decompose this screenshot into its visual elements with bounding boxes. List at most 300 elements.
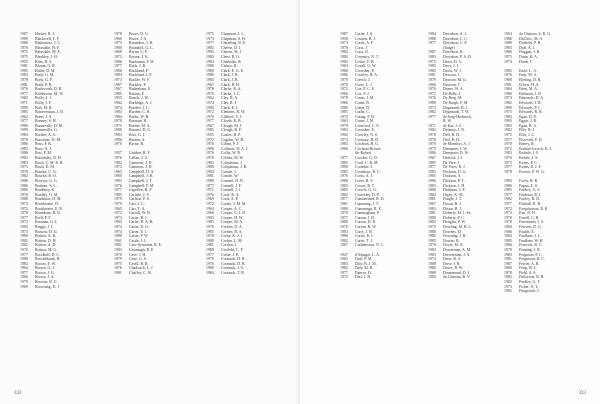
entry-name: Cavanagh, R. E. [129, 247, 155, 252]
entry-name: Brockbill, D. C. [35, 252, 60, 257]
entry-year: 1982 [20, 96, 28, 101]
entry-name: Delaney, J. N. [443, 128, 465, 133]
entry-name: Carter, E. J. [129, 229, 148, 234]
entry-name: Crowley, N. S. [355, 133, 378, 138]
entry-name: Clifford, V. J. [221, 114, 243, 119]
entry-name: Connell, J. J. [221, 188, 242, 193]
entry-name: Dedrick, J. J. [443, 156, 464, 161]
entry-name: Faulkner, W. H. [519, 238, 544, 243]
entry-year: 1976 [206, 87, 214, 92]
entry-year: 1980 [206, 105, 214, 110]
entry-year: 1979 [428, 77, 436, 82]
entry-name: Bolt, M. R. [35, 105, 53, 110]
entry-year: 1980 [114, 45, 122, 50]
entry-name: Britton, M. G. [35, 247, 58, 252]
entry-name: Cotts, D. [355, 50, 369, 55]
entry-year: 1977 [504, 192, 512, 197]
entry-name: Bonneville, D. M. [35, 123, 64, 128]
entry-name: Clay, R. J. [221, 100, 238, 105]
entry-year: 1974 [504, 96, 512, 101]
entry-name: Drewerman, J. A. [443, 252, 471, 257]
entry-year: 1983 [340, 142, 348, 147]
entry-year: 1981 [206, 174, 214, 179]
entry-year: 1977 [20, 270, 28, 275]
entry-name: Hacker, R. J. [35, 32, 56, 36]
entry-name: Buchanan, F. W. [129, 59, 155, 64]
entry-name: Cooper, C. J. D. [221, 211, 247, 216]
entry-name: Clemens, R. W. [221, 110, 246, 115]
entry-name: Cave, G. S. [129, 257, 147, 262]
entry-name: Dempster, D. W. [443, 151, 469, 156]
entry-year: 1974 [206, 100, 214, 105]
entry-name: Crichton-Brown, [355, 146, 382, 151]
entry-name: Clark, J. R. [221, 77, 239, 82]
entry-year: 1985 [504, 238, 512, 243]
entry-name: Cronshaw, R. C. [355, 169, 381, 174]
entry-year: 1980 [428, 229, 436, 234]
entry-year: 1986 [504, 229, 512, 234]
entry-year: 1976 [340, 45, 348, 50]
entry-name: Farquharson, R. R. [519, 206, 549, 211]
entry-year: 1961 [114, 238, 122, 243]
entry-year: 1982 [504, 128, 512, 133]
entry-year: 1984 [504, 224, 512, 229]
entry-name: Carr, T. A. [129, 206, 146, 211]
entry-year: 1970 [340, 77, 348, 82]
entry-name: Carter, D. A. R. [129, 220, 154, 225]
entry-name: Britton, D. H. [35, 238, 57, 243]
entry-name: Cooper, H. W. [221, 215, 244, 220]
entry-name: Callan, J. A. [129, 156, 149, 161]
entry-name: Cordon, J. [221, 243, 238, 248]
entry-year: 1976 [20, 45, 28, 50]
entry-name: Edmonds, D. A. [519, 96, 544, 101]
entry-year: 1975 [504, 110, 512, 115]
entry-year: 1976 [20, 87, 28, 92]
entry-name: Cooper, M. A. [221, 220, 244, 225]
entry-name: Dickson, A. [443, 174, 462, 179]
entry-year: 1985 [340, 188, 348, 193]
entry-name: Booker, A. G. [35, 133, 57, 138]
entry-name: Crean, J. M. [355, 96, 375, 101]
entry-name: Dickson, P. T. [443, 179, 465, 183]
entry-name: Cumberland, B. D. [355, 197, 385, 202]
entry-year: 1984 [340, 64, 348, 69]
entry-name: Braithwaite, E. B. [35, 206, 63, 211]
entry-name: Degenardt, T. W. [443, 110, 470, 115]
entry-year: 1973 [114, 215, 122, 220]
entry-name: Dixon, B. J. [443, 201, 462, 206]
entry-name: Buiton, E. [129, 91, 145, 96]
entry-year: 1984 [428, 32, 436, 36]
entry-name: Boldersom, M. W. [35, 91, 64, 96]
entry-year: 1987 [20, 32, 28, 36]
entry-year: 1980 [504, 77, 512, 82]
entry-year: 1972 [504, 146, 512, 151]
entry-year: 1985 [114, 91, 122, 96]
entry-name: Campbell, P. M. [129, 183, 155, 188]
entry-year: 1976 [206, 192, 214, 197]
entry-year: 1970 [428, 142, 436, 147]
entry-name: Bradley, O. M. [35, 192, 59, 197]
entry-year: 1980 [340, 105, 348, 110]
entry-year: 1970 [114, 142, 122, 147]
entry-year: 1960 [340, 91, 348, 96]
entry-name: Braithwaite, D. [35, 201, 59, 206]
entry-year: 1986 [504, 91, 512, 96]
entry-year: 1983 [504, 45, 512, 50]
entry-name: Davis, D. G. [443, 59, 463, 64]
entry-year: 1962 [114, 100, 122, 105]
entry-year: 1977 [504, 165, 512, 170]
entry-year: 1976 [20, 192, 28, 197]
entry-name: Ellis, R. J. [519, 128, 536, 133]
entry-name: Chapman, S. H. [221, 36, 246, 41]
entry-name: Davy, J. J. [443, 64, 460, 69]
entry-name: Brandrum, B. D. [35, 211, 62, 216]
entry-year: 1976 [206, 261, 214, 266]
entry-name: Ellis, J. C. [519, 133, 536, 138]
entry-year: 1983 [340, 183, 348, 188]
entry-year: 1985 [340, 160, 348, 165]
entry-name: Dowerman, A. M. [443, 247, 472, 252]
entry-year: 1986 [206, 64, 214, 69]
entry-name: Corby, K. J. J. [221, 234, 244, 239]
entry-year: 1964 [20, 266, 28, 271]
entry-name: Cogdon, W. R. [221, 137, 245, 142]
entry-year: 1983 [504, 123, 512, 128]
entry-year: 1988 [20, 41, 28, 46]
entry-year: 1956 [340, 36, 348, 41]
entry-year: 1983 [504, 280, 512, 285]
entry-name: Buckle, W. F. [129, 77, 150, 82]
entry-name: Elsworth, F. D. [519, 137, 543, 142]
entry-name: Dempster, J. W. [443, 146, 468, 151]
entry-name: Bradbury, K. [35, 188, 56, 193]
entry-year: 1983 [20, 73, 28, 78]
entry-year: 1983 [20, 160, 28, 165]
entry-year: 1980 [340, 54, 348, 59]
entry-year: 1971 [206, 188, 214, 193]
entry-year: 1968 [114, 50, 122, 55]
entry-year: 1985 [20, 110, 28, 115]
entry-name: Clough, B. F. [221, 128, 242, 133]
entry-name: Burton, A. [129, 137, 146, 142]
entry-year: 1975 [114, 261, 122, 266]
entry-year: 1976 [428, 96, 436, 101]
entry-name: Carter, J. S. [355, 32, 374, 36]
entry-year: 1988 [20, 197, 28, 202]
entry-year: 1977 [20, 252, 28, 257]
entry-year: 1977 [504, 137, 512, 142]
entry-name: Burman, H. [129, 119, 148, 124]
entry-name: Crane, B. [355, 100, 370, 105]
entry-year: 1983 [114, 179, 122, 183]
entry-name: Feng, W. L. [519, 266, 538, 271]
entry-name: Castle, J. L. [129, 238, 148, 243]
entry-name: Burt, G. I. [129, 133, 145, 138]
entry-year: 1980 [428, 266, 436, 271]
entry-year: 1985 [206, 229, 214, 234]
entry-name: Edwards, J. R. [519, 100, 542, 105]
entry-year: 1971 [20, 100, 28, 105]
entry-year: 1975 [504, 160, 512, 165]
entry-name: Diddams, J. F. [443, 188, 466, 193]
entry-year: 1981 [428, 197, 436, 202]
entry-name: Dowling, M. B. L. [443, 224, 472, 229]
entry-name: Dart, J. R. [355, 275, 371, 280]
entry-name: Crowle, G. G. [355, 188, 377, 193]
entry-year: 1963 [114, 169, 122, 174]
entry-name: Cave, J. H. [129, 252, 147, 257]
entry-name: Cormack, D. R. [221, 261, 246, 266]
entry-name: Bonneville, G. [35, 128, 58, 133]
entry-year: 1967 [114, 87, 122, 92]
entry-name: Davis, W. J. [443, 68, 462, 73]
entry-year: 1969 [20, 284, 28, 289]
entry-year: 1977 [206, 252, 214, 257]
entry-name: Burnet, M. A. [129, 123, 151, 128]
entry-year: 1982 [428, 68, 436, 73]
entry-year: 1963 [340, 119, 348, 124]
right-page [300, 0, 600, 404]
entry-year: 1969 [206, 197, 214, 202]
entry-name: Cotts, J. [355, 45, 368, 50]
entry-name: Buckley, F. [129, 82, 147, 87]
entry-name: Brunsdon, J. R. [129, 41, 154, 46]
entry-year: 1975 [114, 123, 122, 128]
entry-year: 1977 [504, 201, 512, 206]
entry-year: 1967 [114, 82, 122, 87]
entry-year: 1978 [20, 137, 28, 142]
entry-name: Edelman, J. D. [519, 91, 543, 96]
entry-year: 1974 [504, 59, 512, 64]
entry-name: Carroll, W. D. [129, 211, 151, 216]
list-item [20, 285, 90, 290]
entry-name: Facey, R. B. [519, 179, 539, 183]
entry-name: Conneil, D. D. [221, 179, 244, 183]
entry-year: 1955 [206, 133, 214, 138]
entry-name: Bleasdale, M. E. [35, 50, 61, 55]
entry-name: Carlisle, J. S. [129, 192, 150, 197]
entry-year: 1975 [504, 133, 512, 138]
entry-year: 1976 [114, 252, 122, 257]
entry-name: Cross, R. S. [355, 179, 374, 183]
entry-year: 1947 [340, 252, 348, 257]
entry-name: Ferguson, P. C. [519, 252, 543, 257]
entry-name: Bottomley, D. H. [35, 156, 62, 161]
entry-name: Farrimond, J. S. [519, 220, 544, 225]
entry-year: 1962 [206, 96, 214, 101]
entry-name: Davidson, C. P. [443, 41, 468, 46]
entry-name: Corfield, C. F. [221, 247, 244, 252]
name-column-5 [428, 32, 498, 280]
entry-name: Curtis, T. J. [355, 238, 373, 243]
entry-name: Bleasdale, H. F. [35, 45, 60, 50]
entry-name: Coates, B. P. [221, 133, 241, 138]
entry-year: 1985 [504, 68, 512, 73]
entry-year: 1978 [428, 243, 436, 248]
entry-year: 1981 [428, 211, 436, 216]
entry-name: Cuthbertson, N. C. [355, 243, 385, 248]
entry-year: 1978 [114, 119, 122, 124]
entry-year: 1980 [206, 68, 214, 73]
entry-name: Evans, R. J. F. [519, 165, 542, 170]
entry-year: 1972 [504, 206, 512, 211]
entry-name: Coxall, G. W. [355, 64, 377, 69]
entry-name: Cadden, R. Y. [129, 151, 151, 156]
entry-name: Crocker, G. D. [355, 156, 378, 161]
name-column-6 [504, 32, 574, 294]
entry-year: 1990 [20, 105, 28, 110]
entry-name: Cato-Symonds, R. E. [129, 243, 162, 248]
entry-name: Cormack, D. R. [221, 257, 246, 262]
entry-year: 1978 [504, 215, 512, 220]
entry-year: 1982 [428, 220, 436, 225]
entry-year: 1982 [206, 45, 214, 50]
entry-name: Dawson, T. [443, 82, 461, 87]
entry-year: 1973 [504, 211, 512, 216]
entry-year: 1983 [114, 73, 122, 78]
entry-name: Cameron, J. D. [129, 160, 153, 165]
entry-name: Bleakley, J. H. [35, 54, 58, 59]
entry-year: 1973 [20, 165, 28, 170]
entry-name: Colquhoun, J. [221, 160, 243, 165]
entry-year: 1978 [504, 169, 512, 174]
entry-year: 1976 [20, 247, 28, 252]
entry-name: Brell, P. F. [35, 215, 52, 220]
entry-name: Fairburn, R. J. [519, 192, 542, 197]
entry-name: Fisher, N. T. [519, 284, 539, 289]
entry-name: Boss, N. J. [35, 146, 52, 151]
entry-year: 1980 [206, 146, 214, 151]
entry-year: 1981 [206, 243, 214, 248]
entry-name: Corben, N. A. [221, 224, 243, 229]
entry-name: Buckland, P. [129, 68, 149, 73]
entry-name: Blount, G. R. [35, 64, 56, 69]
entry-name: Burnett, D. G. [129, 128, 152, 133]
entry-year: 1983 [340, 261, 348, 266]
list-item [114, 271, 184, 276]
entry-year: 1957 [114, 151, 122, 156]
entry-year: 1980 [206, 238, 214, 243]
entry-year: 1985 [428, 64, 436, 69]
entry-name: Clark, J. R. [221, 73, 239, 78]
entry-year: 1978 [340, 82, 348, 87]
entry-name: Digby, K. M. [443, 192, 464, 197]
entry-year: 1978 [428, 137, 436, 142]
entry-name: Doherty, M. J. Sir [443, 211, 471, 216]
entry-year: 1977 [206, 119, 214, 124]
entry-year: 1983 [428, 183, 436, 188]
entry-name: Cross, A. J. [355, 174, 373, 179]
entry-name: Cheese, M. J. [221, 50, 243, 55]
entry-year: 1980 [428, 100, 436, 105]
entry-name: Campbell, J. B. [129, 174, 154, 179]
entry-year: 1983 [340, 128, 348, 133]
entry-name: Carlson, P. S. [129, 197, 150, 202]
entry-year: 1981 [114, 243, 122, 248]
entry-name: Curtis, R. J. [355, 234, 374, 239]
entry-year: 1982 [340, 266, 348, 271]
entry-year: 1985 [428, 234, 436, 239]
entry-year: 1982 [20, 238, 28, 243]
entry-year: 1975 [428, 59, 436, 64]
entry-name: Crossary, H. D. [355, 137, 380, 142]
entry-year: 1972 [114, 224, 122, 229]
entry-year: 1973 [504, 284, 512, 289]
entry-name: Faulds, E. [519, 229, 535, 234]
entry-year: 1986 [340, 73, 348, 78]
entry-name: Briggs, J. L. [35, 224, 55, 229]
entry-year: 1979 [114, 201, 122, 206]
entry-name: Downing, J. R. [443, 234, 467, 239]
entry-name: Davidson, A. J. [443, 32, 467, 36]
entry-year: 1983 [114, 133, 122, 138]
entry-name: Burbidge, A. J. [129, 100, 153, 105]
entry-name: Douglas, P. W. [443, 220, 466, 225]
entry-year: 1987 [340, 32, 348, 36]
entry-year: 1979 [504, 247, 512, 252]
entry-year: 1982 [340, 59, 348, 64]
entry-name: Crutchley, D. P. [355, 192, 380, 197]
entry-name: Cook, R. A. [221, 192, 240, 197]
entry-year: 1983 [428, 247, 436, 252]
entry-year: 1969 [428, 270, 436, 275]
entry-name: Dawson, M. G. [443, 77, 467, 82]
entry-name: Boss, F. K. [35, 142, 53, 147]
entry-year: 1983 [206, 215, 214, 220]
entry-name: Corbin, L. M. [221, 238, 243, 243]
entry-year: 1982 [20, 174, 28, 179]
entry-year: 1979 [340, 123, 348, 128]
page-number-left: 332 [14, 391, 22, 396]
entry-year: 1975 [206, 91, 214, 96]
entry-year: 1986 [20, 123, 28, 128]
entry-year: 1977 [340, 197, 348, 202]
entry-name: Chaffey, C. W. [129, 270, 152, 275]
entry-name: Buckland, J. F. [129, 73, 153, 78]
entry-year: 1973 [20, 220, 28, 225]
entry-year: 1986 [114, 59, 122, 64]
entry-name: Clarke, J. C. [221, 91, 241, 96]
entry-year: 1985 [428, 174, 436, 179]
entry-name: Fitzgerald, C. [519, 289, 541, 294]
entry-name: Carter, D. G. [129, 224, 150, 229]
entry-name: Eden, M. A. [519, 87, 538, 92]
entry-name: Davidson, P. A. D. [443, 54, 472, 59]
entry-year: 1976 [206, 151, 214, 156]
entry-year: 1986 [114, 128, 122, 133]
entry-year: 1980 [504, 41, 512, 46]
entry-year: 1979 [114, 257, 122, 262]
entry-name: Budenham, E. [129, 87, 152, 92]
entry-name: Chadwick, L. J. [129, 266, 154, 271]
entry-year: 1977 [20, 119, 28, 124]
entry-name: Cheese, D. J. [221, 45, 242, 50]
entry-year: 1982 [340, 50, 348, 55]
entry-year: 1965 [340, 257, 348, 262]
entry-year: 1971 [428, 123, 436, 128]
entry-name: Creech, J. [355, 77, 371, 82]
entry-year: 1977 [206, 183, 214, 188]
entry-year: 1973 [114, 77, 122, 82]
entry-name: Erskine-Lavick, K. J. [519, 146, 553, 151]
entry-year: 1974 [340, 41, 348, 46]
entry-name: Eudaile, J. F. [519, 151, 540, 156]
entry-year: 1976 [206, 156, 214, 161]
entry-year: 1985 [114, 192, 122, 197]
